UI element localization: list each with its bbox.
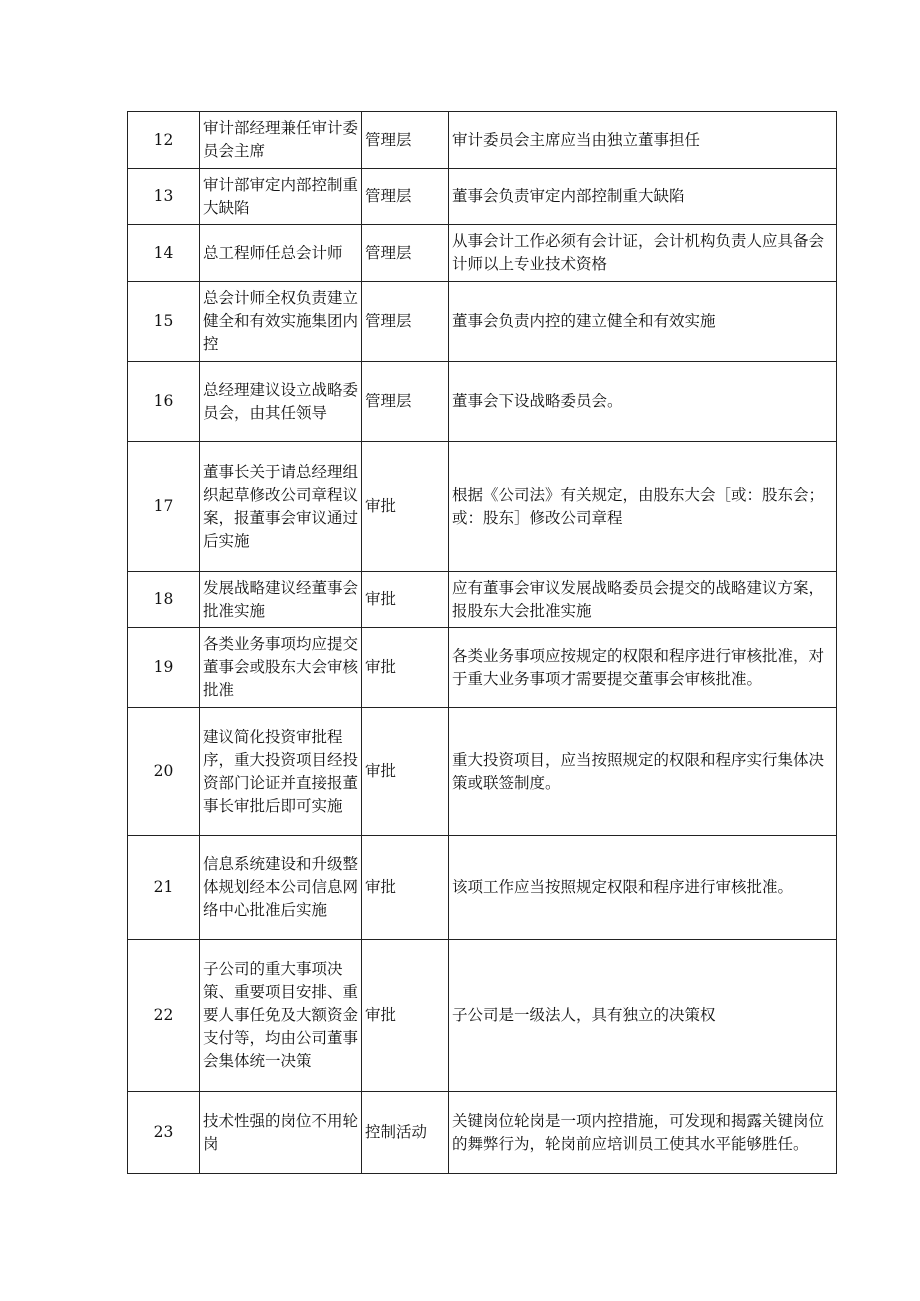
table-row — [128, 442, 837, 572]
issue-cell: 总会计师全权负责建立健全和有效实施集团内控 — [200, 282, 362, 362]
suggestion-cell: 董事会负责审定内部控制重大缺陷 — [449, 169, 837, 225]
suggestion-cell: 董事会负责内控的建立健全和有效实施 — [449, 282, 837, 362]
issue-cell: 董事长关于请总经理组织起草修改公司章程议案，报董事会审议通过后实施 — [200, 442, 362, 572]
suggestion-cell: 应有董事会审议发展战略委员会提交的战略建议方案，报股东大会批准实施 — [449, 572, 837, 628]
suggestion-cell: 根据《公司法》有关规定，由股东大会［或：股东会；或：股东］修改公司章程 — [449, 442, 837, 572]
category-cell: 控制活动 — [362, 1092, 449, 1174]
row-number: 23 — [128, 1092, 200, 1174]
table-row — [128, 836, 837, 940]
table-row — [128, 362, 837, 442]
row-number: 16 — [128, 362, 200, 442]
category-cell: 审批 — [362, 708, 449, 836]
table-row — [128, 708, 837, 836]
row-number: 14 — [128, 225, 200, 282]
table-row — [128, 169, 837, 225]
issue-cell: 审计部审定内部控制重大缺陷 — [200, 169, 362, 225]
category-cell: 审批 — [362, 628, 449, 708]
issue-cell: 各类业务事项均应提交董事会或股东大会审核批准 — [200, 628, 362, 708]
suggestion-cell: 各类业务事项应按规定的权限和程序进行审核批准，对于重大业务事项才需要提交董事会审核批准。 — [449, 628, 837, 708]
category-cell: 管理层 — [362, 169, 449, 225]
table-row — [128, 225, 837, 282]
category-cell: 管理层 — [362, 282, 449, 362]
category-cell: 审批 — [362, 442, 449, 572]
issue-cell: 建议简化投资审批程序，重大投资项目经投资部门论证并直接报董事长审批后即可实施 — [200, 708, 362, 836]
row-number: 21 — [128, 836, 200, 940]
row-number: 15 — [128, 282, 200, 362]
suggestion-cell: 该项工作应当按照规定权限和程序进行审核批准。 — [449, 836, 837, 940]
suggestion-cell: 子公司是一级法人，具有独立的决策权 — [449, 940, 837, 1092]
category-cell: 管理层 — [362, 362, 449, 442]
suggestion-cell: 从事会计工作必须有会计证，会计机构负责人应具备会计师以上专业技术资格 — [449, 225, 837, 282]
category-cell: 审批 — [362, 572, 449, 628]
row-number: 18 — [128, 572, 200, 628]
row-number: 20 — [128, 708, 200, 836]
table-row — [128, 940, 837, 1092]
suggestion-cell: 董事会下设战略委员会。 — [449, 362, 837, 442]
issue-cell: 总工程师任总会计师 — [200, 225, 362, 282]
table-row — [128, 628, 837, 708]
category-cell: 审批 — [362, 940, 449, 1092]
row-number: 13 — [128, 169, 200, 225]
table-row — [128, 1092, 837, 1174]
suggestion-cell: 重大投资项目，应当按照规定的权限和程序实行集体决策或联签制度。 — [449, 708, 837, 836]
category-cell: 管理层 — [362, 225, 449, 282]
row-number: 12 — [128, 112, 200, 169]
table-row — [128, 282, 837, 362]
issues-table — [127, 111, 837, 1174]
suggestion-cell: 审计委员会主席应当由独立董事担任 — [449, 112, 837, 169]
row-number: 22 — [128, 940, 200, 1092]
row-number: 19 — [128, 628, 200, 708]
issue-cell: 审计部经理兼任审计委员会主席 — [200, 112, 362, 169]
row-number: 17 — [128, 442, 200, 572]
issue-cell: 信息系统建设和升级整体规划经本公司信息网络中心批准后实施 — [200, 836, 362, 940]
table-row — [128, 112, 837, 169]
issue-cell: 子公司的重大事项决策、重要项目安排、重要人事任免及大额资金支付等，均由公司董事会集体统一决策 — [200, 940, 362, 1092]
suggestion-cell: 关键岗位轮岗是一项内控措施，可发现和揭露关键岗位的舞弊行为，轮岗前应培训员工使其水平能够胜任。 — [449, 1092, 837, 1174]
category-cell: 管理层 — [362, 112, 449, 169]
issue-cell: 总经理建议设立战略委员会，由其任领导 — [200, 362, 362, 442]
category-cell: 审批 — [362, 836, 449, 940]
issue-cell: 技术性强的岗位不用轮岗 — [200, 1092, 362, 1174]
issue-cell: 发展战略建议经董事会批准实施 — [200, 572, 362, 628]
table-row — [128, 572, 837, 628]
